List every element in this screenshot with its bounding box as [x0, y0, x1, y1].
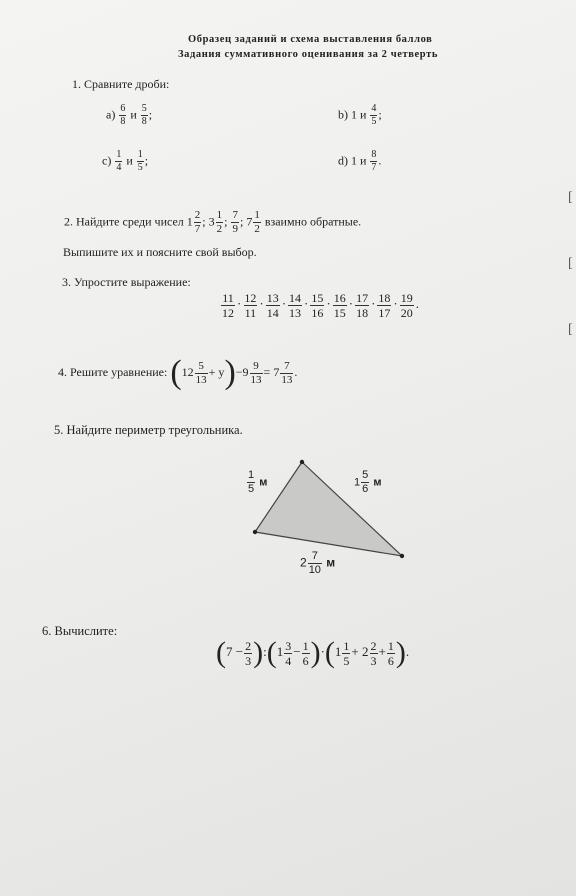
punct: .: [378, 153, 382, 168]
task3-fraction: $\frac{11}{12}$: [222, 291, 234, 320]
task3-expression: [220, 292, 420, 319]
task3-fraction: $\frac{18}{17}$: [378, 291, 391, 320]
task6-expression: [216, 638, 409, 668]
unit-label: м: [326, 555, 336, 570]
fraction: $\frac{7}{10}$: [308, 550, 321, 576]
multiply-dot: ·: [281, 296, 287, 312]
task4-title: 4. Решите уравнение:: [58, 364, 168, 379]
task6-title: 6. Вычислите:: [42, 624, 118, 638]
task1-item-b: [338, 104, 382, 127]
whole-part: 1: [334, 643, 342, 659]
triangle-vertex-right: [400, 554, 404, 558]
task1-a-and: и: [130, 107, 137, 122]
paren-open: (: [266, 636, 277, 669]
margin-mark: [: [568, 322, 573, 337]
fraction: $\frac{6}{8}$: [120, 103, 126, 127]
triangle-figure: [240, 450, 420, 565]
unit-label: м: [259, 476, 268, 489]
punct: ;: [148, 107, 153, 122]
fraction: $\frac{5}{13}$: [195, 359, 207, 386]
task1-item-d: [338, 150, 381, 173]
triangle-vertex-top: [300, 460, 304, 464]
whole-part: −9: [235, 364, 249, 379]
whole-part: 1: [276, 643, 284, 659]
header-line-1: Образец заданий и схема выставления баллов: [188, 34, 433, 45]
header-line-2: Задания суммативного оценивания за 2 четверть: [178, 49, 438, 60]
paren-close: ): [395, 636, 406, 669]
whole-part: 7: [246, 214, 253, 229]
fraction: $\frac{7}{9}$: [232, 209, 238, 235]
task1-c-and: и: [126, 153, 133, 168]
task3-fraction: $\frac{13}{14}$: [266, 291, 279, 320]
punct: .: [294, 364, 298, 379]
side-label-right: [354, 470, 381, 495]
fraction: $\frac{5}{6}$: [362, 469, 369, 495]
task1-title: 1. Сравните дроби:: [72, 77, 170, 91]
fraction: $\frac{1}{2}$: [254, 209, 260, 235]
task3-fraction: $\frac{19}{20}$: [400, 291, 413, 320]
operator: + 2: [351, 643, 369, 659]
fraction: $\frac{4}{5}$: [371, 103, 377, 127]
fraction: $\frac{1}{5}$: [137, 149, 143, 173]
task3-fraction: $\frac{12}{11}$: [244, 291, 257, 320]
punct: ;: [144, 153, 149, 168]
task1-c-label: c): [102, 153, 112, 168]
side-label-bottom: [300, 551, 335, 576]
task1-a-label: a): [106, 107, 116, 122]
fraction: $\frac{8}{7}$: [371, 149, 377, 173]
task2-line-1: [64, 210, 361, 235]
whole-part: 12: [181, 364, 194, 379]
margin-mark: [: [568, 190, 573, 205]
task1-item-c: [102, 150, 148, 173]
punct: ;: [378, 107, 382, 122]
operator: −: [293, 643, 301, 659]
paren-close: ): [310, 636, 321, 669]
punct: ;: [202, 214, 206, 229]
multiply-dot: ·: [371, 296, 376, 312]
task1-item-a: [106, 104, 152, 127]
paren-open: (: [324, 636, 335, 669]
task2-tail: взаимно обратные.: [264, 214, 362, 229]
unit-label: м: [373, 476, 382, 489]
paren-close: ): [253, 636, 264, 669]
colon: :: [263, 643, 267, 659]
task3-fraction: $\frac{15}{16}$: [311, 291, 324, 320]
task3-fraction: $\frac{17}{18}$: [356, 291, 369, 320]
task1-d-label: d) 1 и: [338, 153, 367, 168]
multiply-dot: ·: [326, 296, 331, 312]
paren-open: (: [170, 354, 182, 391]
fraction: $\frac{1}{4}$: [116, 149, 122, 173]
margin-mark: [: [568, 256, 573, 271]
multiply-dot: ·: [237, 296, 242, 312]
fraction: $\frac{2}{3}$: [370, 638, 377, 668]
task3-title: 3. Упростите выражение:: [62, 275, 191, 289]
paren-close: ): [224, 354, 236, 391]
paren-open: (: [216, 636, 226, 669]
multiply-dot: ·: [393, 296, 398, 312]
punct: ;: [224, 214, 228, 229]
side-label-left: [246, 470, 267, 495]
multiply-dot: ·: [348, 296, 354, 312]
multiply-dot: ·: [304, 296, 309, 312]
punct: .: [415, 296, 419, 312]
task3-fraction: $\frac{16}{15}$: [333, 291, 346, 320]
task1-b-label: b) 1 и: [338, 107, 367, 122]
task5-title: 5. Найдите периметр треугольника.: [54, 423, 243, 437]
whole-part: 2: [300, 555, 307, 570]
whole-part: 1: [354, 476, 361, 489]
task2-lead: 2. Найдите среди чисел: [64, 214, 184, 229]
triangle-vertex-left: [253, 530, 257, 534]
multiply-dot: ·: [259, 296, 264, 312]
whole-part: 7 −: [226, 643, 244, 659]
fraction: $\frac{1}{5}$: [248, 469, 255, 495]
fraction: $\frac{5}{8}$: [141, 103, 147, 127]
fraction: $\frac{2}{3}$: [245, 638, 252, 668]
fraction: $\frac{3}{4}$: [285, 638, 292, 668]
task4-plus-y: + y: [208, 364, 225, 379]
task2-line-2: Выпишите их и поясните свой выбор.: [63, 245, 257, 259]
task3-fraction: $\frac{14}{13}$: [289, 291, 302, 320]
fraction: $\frac{1}{5}$: [343, 638, 350, 668]
whole-part: 3: [208, 214, 215, 229]
fraction: $\frac{1}{6}$: [387, 638, 394, 668]
task4-equation: [58, 356, 297, 390]
fraction: $\frac{9}{13}$: [250, 359, 262, 386]
operator: +: [378, 643, 386, 659]
fraction: $\frac{2}{7}$: [194, 209, 201, 235]
punct: ;: [239, 214, 244, 229]
operator: ·: [320, 643, 325, 659]
fraction: $\frac{1}{6}$: [302, 638, 309, 668]
whole-part: 1: [186, 214, 193, 229]
punct: .: [405, 643, 410, 659]
task4-equals: = 7: [263, 364, 280, 379]
fraction: $\frac{1}{2}$: [216, 209, 223, 235]
fraction: $\frac{7}{13}$: [281, 359, 293, 386]
